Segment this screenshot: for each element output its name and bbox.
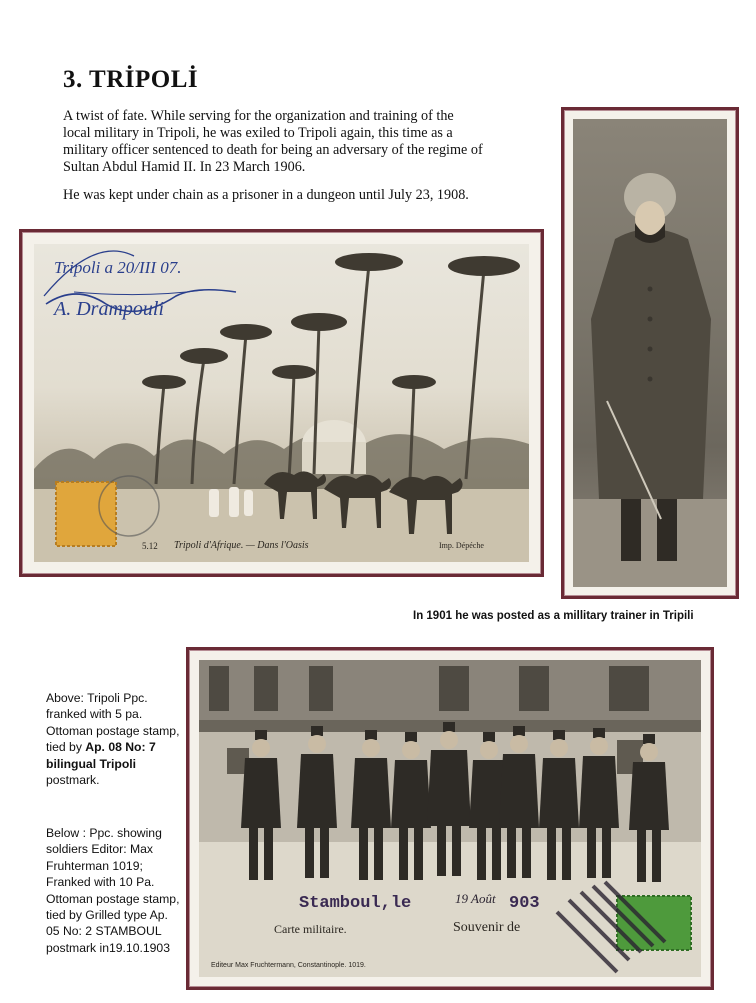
printer-credit: Imp. Dépéche — [439, 541, 484, 550]
portrait-frame — [561, 107, 739, 599]
postcard-caption: Tripoli d'Afrique. — Dans l'Oasis — [174, 540, 309, 551]
officer-figure — [573, 119, 727, 587]
handwritten-date-bottom: 19 Août — [455, 891, 496, 906]
souvenir-caption: Souvenir de — [453, 920, 521, 935]
intro-paragraph: A twist of fate. While serving for the organization and training of the local military in Tripoli, he was exiled to Tripoli again, this time as a military officer sentenced to death for being an adversary of the regime of Sultan Abdul Hamid II. In 23 March 1906. — [63, 108, 483, 175]
card-number: 5.12 — [142, 541, 158, 551]
soldiers-postcard-image — [199, 660, 701, 977]
section-title: 3. TRİPOLİ — [63, 66, 199, 93]
above-note-text: Above: Tripoli Ppc. franked with 5 pa. Ottoman postage stamp, tied by — [46, 691, 180, 755]
oasis-illustration — [34, 244, 529, 562]
stamboul-postmark: Stamboul,le — [299, 894, 412, 913]
above-note-bold: Ap. 08 No: 7 bilingual Tripoli — [46, 740, 156, 771]
above-note — [46, 690, 180, 788]
tripoli-postcard-image — [34, 244, 529, 562]
postmark-year: 903 — [509, 894, 540, 913]
below-note: Below : Ppc. showing soldiers Editor: Max Fruhterman 1019; Franked with 10 Pa. Ottoman postage stamp, tied by Grilled type Ap. 05 No: 2 STAMBOUL postmark in19.10.1903 — [46, 826, 180, 955]
prisoner-paragraph: He was kept under chain as a prisoner in a dungeon until July 23, 1908. — [63, 187, 469, 203]
portrait-caption: In 1901 he was posted as a millitary trainer in Tripili — [413, 610, 694, 622]
soldiers-postcard-frame — [186, 647, 714, 990]
handwritten-date: Tripoli a 20/III 07. — [54, 258, 182, 277]
ottoman-stamp-5pa — [56, 482, 116, 546]
tripoli-postcard-frame — [19, 229, 544, 577]
handwritten-signature: A. Drampouli — [54, 298, 164, 320]
above-note-suffix: postmark. — [46, 773, 100, 788]
carte-militaire-caption: Carte militaire. — [274, 922, 347, 936]
publisher-line: Editeur Max Fruchtermann, Constantinople. 1019. — [211, 962, 366, 969]
officer-portrait — [573, 119, 727, 587]
